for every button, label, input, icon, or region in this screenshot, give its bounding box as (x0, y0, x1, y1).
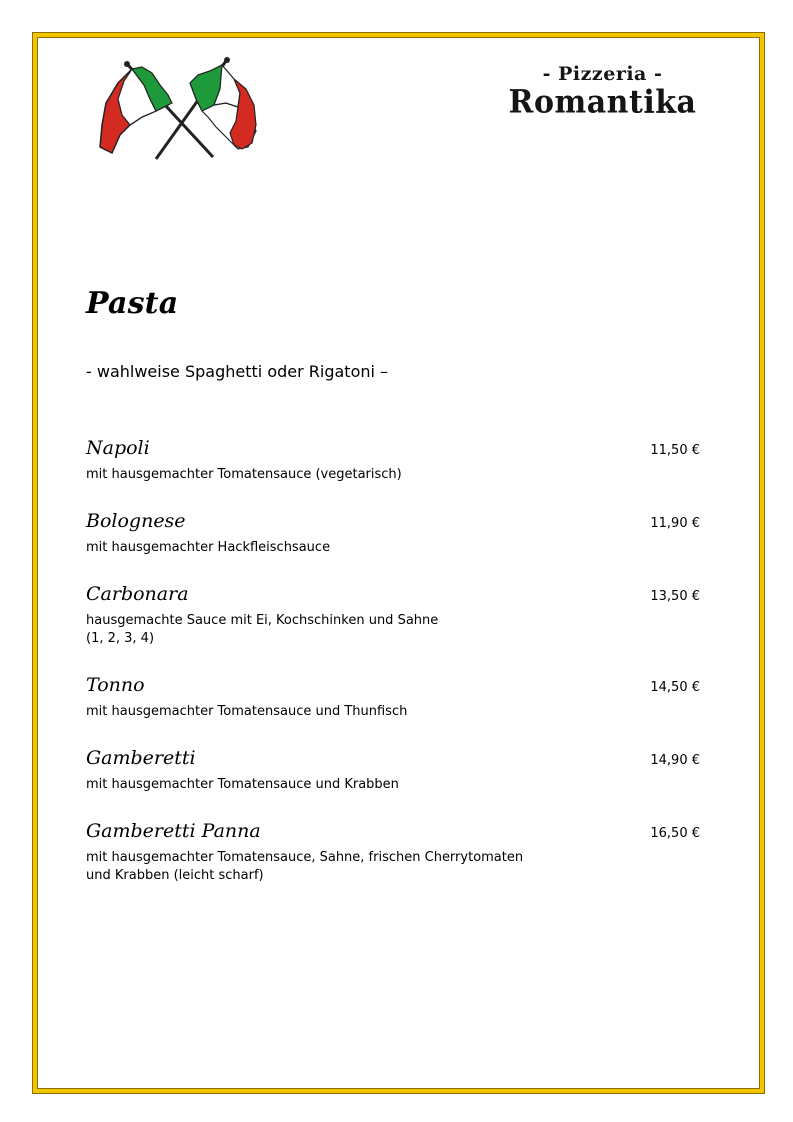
menu-item (86, 435, 700, 484)
page-title: Pasta (86, 286, 179, 321)
menu-item (86, 818, 700, 885)
menu-item-description-line: mit hausgemachter Hackfleischsauce (86, 540, 331, 555)
menu-item-description-line: mit hausgemachter Tomatensauce (vegetarisch) (86, 467, 402, 482)
logo-subtitle: - Pizzeria - (542, 63, 663, 85)
menu-item-price: 14,90 € (650, 753, 700, 768)
menu-item-description (86, 776, 700, 794)
menu-item-name: Bolognese (86, 510, 186, 532)
menu-item-price: 14,50 € (650, 680, 700, 695)
page-border (33, 33, 764, 1093)
menu-item (86, 508, 700, 557)
menu-item-description-line: mit hausgemachter Tomatensauce, Sahne, frischen Cherrytomaten (86, 850, 524, 865)
menu-item-description (86, 612, 700, 648)
menu-item-description (86, 703, 700, 721)
menu-item-name: Gamberetti Panna (86, 820, 261, 842)
page-subtitle: - wahlweise Spaghetti oder Rigatoni – (86, 362, 389, 381)
menu-item-description-line: hausgemachte Sauce mit Ei, Kochschinken und Sahne (86, 613, 439, 628)
menu-item-description-line: (1, 2, 3, 4) (86, 631, 155, 646)
menu-item-description (86, 539, 700, 557)
menu-item-name: Carbonara (86, 583, 189, 605)
logo-wordmark (505, 62, 700, 132)
menu-item-price: 11,90 € (650, 516, 700, 531)
menu-item-price: 13,50 € (650, 589, 700, 604)
menu-item-description (86, 849, 700, 885)
menu-item-name: Tonno (86, 674, 145, 696)
logo-name: Romantika (508, 84, 697, 121)
menu-item-description-line: und Krabben (leicht scharf) (86, 868, 264, 883)
menu-item-price: 11,50 € (650, 443, 700, 458)
menu-item (86, 745, 700, 794)
menu-item-name: Napoli (86, 437, 150, 459)
menu-item (86, 581, 700, 648)
crossed-italian-flags-icon (98, 55, 258, 165)
menu-item-price: 16,50 € (650, 826, 700, 841)
menu-item (86, 672, 700, 721)
menu-item-description-line: mit hausgemachter Tomatensauce und Thunfisch (86, 704, 408, 719)
menu-item-description-line: mit hausgemachter Tomatensauce und Krabben (86, 777, 399, 792)
menu-item-description (86, 466, 700, 484)
menu-item-name: Gamberetti (86, 747, 196, 769)
